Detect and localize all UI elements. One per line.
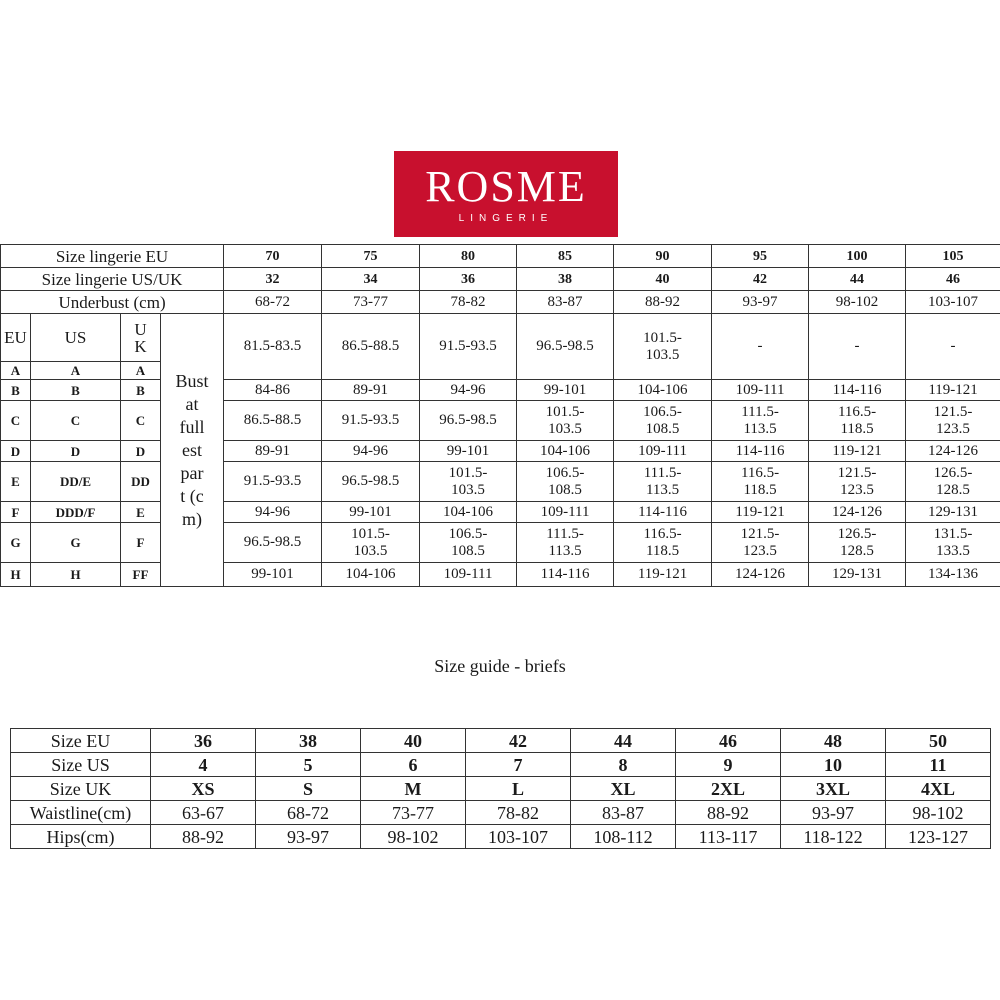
briefs-cell: 88-92 xyxy=(151,825,256,849)
bust-cell: 91.5-93.5 xyxy=(420,314,517,380)
bust-cell: 124-126 xyxy=(712,563,809,587)
briefs-cell: 42 xyxy=(466,729,571,753)
cup-uk: DD xyxy=(121,462,161,502)
bust-cell: 99-101 xyxy=(322,502,420,523)
briefs-cell: 68-72 xyxy=(256,801,361,825)
bust-cell: 109-111 xyxy=(420,563,517,587)
briefs-size-table xyxy=(10,728,991,849)
table-row xyxy=(11,753,991,777)
table-row xyxy=(11,777,991,801)
cup-header-uk: U K xyxy=(121,314,161,362)
usuk-size-cell: 46 xyxy=(906,268,1000,291)
bust-cell: 116.5- 118.5 xyxy=(614,523,712,563)
briefs-title: Size guide - briefs xyxy=(434,656,566,676)
eu-size-cell: 80 xyxy=(420,245,517,268)
table-row xyxy=(1,245,1000,268)
eu-size-cell: 95 xyxy=(712,245,809,268)
briefs-cell: 2XL xyxy=(676,777,781,801)
cup-eu: B xyxy=(1,380,31,401)
bust-cell: 119-121 xyxy=(712,502,809,523)
briefs-row-label: Size US xyxy=(11,753,151,777)
briefs-cell: 123-127 xyxy=(886,825,991,849)
table-row xyxy=(1,314,1000,362)
bust-cell: 109-111 xyxy=(517,502,614,523)
bust-cell: - xyxy=(906,314,1000,380)
bust-cell: 104-106 xyxy=(322,563,420,587)
cup-header-us: US xyxy=(31,314,121,362)
briefs-cell: 93-97 xyxy=(256,825,361,849)
table-row xyxy=(1,563,1000,587)
table-row xyxy=(1,523,1000,563)
bust-cell: 101.5- 103.5 xyxy=(614,314,712,380)
cup-us: D xyxy=(31,441,121,462)
cup-us: G xyxy=(31,523,121,563)
briefs-cell: 78-82 xyxy=(466,801,571,825)
bust-cell: 101.5- 103.5 xyxy=(322,523,420,563)
briefs-cell: 98-102 xyxy=(361,825,466,849)
bust-cell: 86.5-88.5 xyxy=(322,314,420,380)
briefs-cell: 4XL xyxy=(886,777,991,801)
cup-header-eu: EU xyxy=(1,314,31,362)
usuk-size-cell: 32 xyxy=(224,268,322,291)
briefs-cell: S xyxy=(256,777,361,801)
row-label: Size lingerie EU xyxy=(1,245,224,268)
underbust-cell: 88-92 xyxy=(614,291,712,314)
underbust-cell: 83-87 xyxy=(517,291,614,314)
briefs-cell: 7 xyxy=(466,753,571,777)
table-row xyxy=(11,729,991,753)
cup-us: DDD/F xyxy=(31,502,121,523)
bust-cell: 99-101 xyxy=(517,380,614,401)
cup-uk: B xyxy=(121,380,161,401)
bust-cell: 106.5- 108.5 xyxy=(517,462,614,502)
bust-cell: 109-111 xyxy=(614,441,712,462)
briefs-cell: 73-77 xyxy=(361,801,466,825)
cup-us: H xyxy=(31,563,121,587)
bust-cell: 114-116 xyxy=(712,441,809,462)
bust-cell: 119-121 xyxy=(809,441,906,462)
usuk-size-cell: 36 xyxy=(420,268,517,291)
briefs-cell: 63-67 xyxy=(151,801,256,825)
cup-us: C xyxy=(31,401,121,441)
briefs-row-label: Size EU xyxy=(11,729,151,753)
bust-cell: 121.5- 123.5 xyxy=(712,523,809,563)
briefs-cell: 9 xyxy=(676,753,781,777)
bust-cell: 109-111 xyxy=(712,380,809,401)
usuk-size-cell: 38 xyxy=(517,268,614,291)
logo-brand-text: ROSME xyxy=(425,162,587,211)
bust-cell: 91.5-93.5 xyxy=(224,462,322,502)
logo-subtitle: LINGERIE xyxy=(458,213,554,224)
bust-cell: - xyxy=(809,314,906,380)
cup-uk: F xyxy=(121,523,161,563)
briefs-cell: 38 xyxy=(256,729,361,753)
bust-cell: 124-126 xyxy=(809,502,906,523)
row-label: Underbust (cm) xyxy=(1,291,224,314)
bust-cell: 106.5- 108.5 xyxy=(614,401,712,441)
bust-cell: 96.5-98.5 xyxy=(322,462,420,502)
briefs-cell: 46 xyxy=(676,729,781,753)
bust-cell: 86.5-88.5 xyxy=(224,401,322,441)
bust-cell: 94-96 xyxy=(420,380,517,401)
table-row xyxy=(1,268,1000,291)
bust-cell: 104-106 xyxy=(614,380,712,401)
eu-size-cell: 85 xyxy=(517,245,614,268)
row-label: Size lingerie US/UK xyxy=(1,268,224,291)
underbust-cell: 73-77 xyxy=(322,291,420,314)
cup-uk: D xyxy=(121,441,161,462)
cup-uk: C xyxy=(121,401,161,441)
briefs-cell: 10 xyxy=(781,753,886,777)
cup-uk: A xyxy=(121,362,161,380)
underbust-cell: 103-107 xyxy=(906,291,1000,314)
underbust-cell: 98-102 xyxy=(809,291,906,314)
bust-cell: 104-106 xyxy=(420,502,517,523)
table-row xyxy=(1,380,1000,401)
eu-size-cell: 75 xyxy=(322,245,420,268)
briefs-cell: 88-92 xyxy=(676,801,781,825)
bust-cell: 126.5- 128.5 xyxy=(809,523,906,563)
bust-cell: 121.5- 123.5 xyxy=(906,401,1000,441)
bust-cell: 111.5- 113.5 xyxy=(614,462,712,502)
bust-cell: 104-106 xyxy=(517,441,614,462)
cup-eu: F xyxy=(1,502,31,523)
bust-cell: 99-101 xyxy=(420,441,517,462)
table-row xyxy=(1,441,1000,462)
briefs-cell: 48 xyxy=(781,729,886,753)
bust-cell: 84-86 xyxy=(224,380,322,401)
bust-cell: 106.5- 108.5 xyxy=(420,523,517,563)
table-row xyxy=(11,825,991,849)
briefs-cell: L xyxy=(466,777,571,801)
bust-cell: 126.5- 128.5 xyxy=(906,462,1000,502)
briefs-cell: 93-97 xyxy=(781,801,886,825)
underbust-cell: 68-72 xyxy=(224,291,322,314)
briefs-cell: 108-112 xyxy=(571,825,676,849)
bust-cell: 134-136 xyxy=(906,563,1000,587)
briefs-cell: M xyxy=(361,777,466,801)
bust-cell: - xyxy=(712,314,809,380)
table-row xyxy=(1,502,1000,523)
bust-cell: 89-91 xyxy=(322,380,420,401)
bust-cell: 101.5- 103.5 xyxy=(420,462,517,502)
usuk-size-cell: 42 xyxy=(712,268,809,291)
bust-cell: 124-126 xyxy=(906,441,1000,462)
bust-cell: 111.5- 113.5 xyxy=(712,401,809,441)
briefs-cell: 8 xyxy=(571,753,676,777)
table-row xyxy=(1,291,1000,314)
briefs-cell: 6 xyxy=(361,753,466,777)
briefs-cell: XL xyxy=(571,777,676,801)
briefs-cell: 36 xyxy=(151,729,256,753)
briefs-cell: 118-122 xyxy=(781,825,886,849)
cup-us: B xyxy=(31,380,121,401)
bust-cell: 119-121 xyxy=(906,380,1000,401)
cup-uk: E xyxy=(121,502,161,523)
cup-eu: G xyxy=(1,523,31,563)
usuk-size-cell: 44 xyxy=(809,268,906,291)
bust-cell: 99-101 xyxy=(224,563,322,587)
cup-us: DD/E xyxy=(31,462,121,502)
briefs-cell: 44 xyxy=(571,729,676,753)
bust-cell: 119-121 xyxy=(614,563,712,587)
briefs-cell: 113-117 xyxy=(676,825,781,849)
brand-logo xyxy=(394,151,618,237)
bra-size-table xyxy=(0,244,1000,587)
bust-cell: 96.5-98.5 xyxy=(224,523,322,563)
usuk-size-cell: 34 xyxy=(322,268,420,291)
usuk-size-cell: 40 xyxy=(614,268,712,291)
briefs-cell: 40 xyxy=(361,729,466,753)
bust-label: Bust at full est par t (c m) xyxy=(161,314,224,587)
eu-size-cell: 105 xyxy=(906,245,1000,268)
bust-cell: 96.5-98.5 xyxy=(517,314,614,380)
eu-size-cell: 100 xyxy=(809,245,906,268)
briefs-cell: XS xyxy=(151,777,256,801)
cup-uk: FF xyxy=(121,563,161,587)
cup-eu: A xyxy=(1,362,31,380)
bust-cell: 94-96 xyxy=(224,502,322,523)
briefs-cell: 103-107 xyxy=(466,825,571,849)
bust-cell: 101.5- 103.5 xyxy=(517,401,614,441)
cup-eu: H xyxy=(1,563,31,587)
table-row xyxy=(1,462,1000,502)
bust-cell: 114-116 xyxy=(614,502,712,523)
cup-eu: C xyxy=(1,401,31,441)
bust-cell: 111.5- 113.5 xyxy=(517,523,614,563)
bust-cell: 94-96 xyxy=(322,441,420,462)
bust-cell: 81.5-83.5 xyxy=(224,314,322,380)
eu-size-cell: 70 xyxy=(224,245,322,268)
briefs-cell: 98-102 xyxy=(886,801,991,825)
briefs-row-label: Waistline(cm) xyxy=(11,801,151,825)
bust-cell: 91.5-93.5 xyxy=(322,401,420,441)
table-row xyxy=(11,801,991,825)
cup-eu: D xyxy=(1,441,31,462)
eu-size-cell: 90 xyxy=(614,245,712,268)
bust-cell: 129-131 xyxy=(906,502,1000,523)
underbust-cell: 93-97 xyxy=(712,291,809,314)
bust-cell: 116.5- 118.5 xyxy=(712,462,809,502)
cup-eu: E xyxy=(1,462,31,502)
briefs-row-label: Hips(cm) xyxy=(11,825,151,849)
briefs-cell: 4 xyxy=(151,753,256,777)
briefs-cell: 50 xyxy=(886,729,991,753)
bust-cell: 114-116 xyxy=(517,563,614,587)
bust-cell: 89-91 xyxy=(224,441,322,462)
bust-cell: 131.5- 133.5 xyxy=(906,523,1000,563)
cup-us: A xyxy=(31,362,121,380)
bust-cell: 116.5- 118.5 xyxy=(809,401,906,441)
briefs-cell: 11 xyxy=(886,753,991,777)
briefs-cell: 3XL xyxy=(781,777,886,801)
bust-cell: 121.5- 123.5 xyxy=(809,462,906,502)
bust-cell: 129-131 xyxy=(809,563,906,587)
bust-cell: 114-116 xyxy=(809,380,906,401)
briefs-cell: 83-87 xyxy=(571,801,676,825)
briefs-cell: 5 xyxy=(256,753,361,777)
briefs-row-label: Size UK xyxy=(11,777,151,801)
underbust-cell: 78-82 xyxy=(420,291,517,314)
table-row xyxy=(1,401,1000,441)
bust-cell: 96.5-98.5 xyxy=(420,401,517,441)
